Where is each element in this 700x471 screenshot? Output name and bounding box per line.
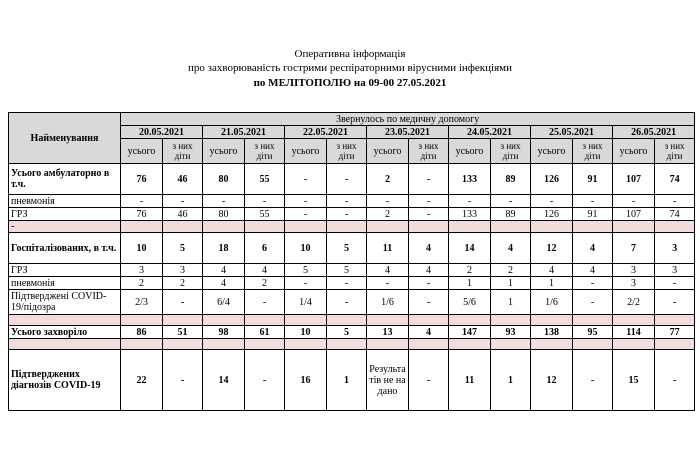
cell-value (285, 221, 327, 233)
cell-value: 2 (491, 264, 531, 277)
subheader-children: з них діти (163, 139, 203, 164)
subheader-total: усього (121, 139, 163, 164)
cell-value: - (409, 208, 449, 221)
cell-value (491, 221, 531, 233)
cell-value: - (163, 290, 203, 315)
cell-value: 6/4 (203, 290, 245, 315)
cell-value: 5/6 (449, 290, 491, 315)
cell-value: - (409, 164, 449, 195)
date-header: 23.05.2021 (367, 126, 449, 139)
cell-value: 4 (409, 326, 449, 339)
cell-value: - (573, 350, 613, 411)
cell-value: - (245, 350, 285, 411)
cell-value: - (327, 195, 367, 208)
cell-value (121, 221, 163, 233)
cell-value: - (491, 195, 531, 208)
cell-value (531, 221, 573, 233)
cell-value (121, 339, 163, 350)
cell-value: 2 (367, 164, 409, 195)
cell-value (203, 315, 245, 326)
cell-value: 10 (285, 326, 327, 339)
cell-value: 7 (613, 233, 655, 264)
cell-value: 77 (655, 326, 695, 339)
cell-value (573, 339, 613, 350)
cell-value: 13 (367, 326, 409, 339)
table-row (9, 350, 695, 411)
cell-value: - (573, 195, 613, 208)
cell-value: 1 (491, 350, 531, 411)
cell-value: 107 (613, 208, 655, 221)
cell-value: 51 (163, 326, 203, 339)
cell-value: 4 (367, 264, 409, 277)
subheader-total: усього (285, 139, 327, 164)
cell-value: 1/4 (285, 290, 327, 315)
cell-value: 80 (203, 164, 245, 195)
cell-value (327, 221, 367, 233)
cell-value: 3 (613, 277, 655, 290)
cell-value: 2 (367, 208, 409, 221)
cell-value: 14 (449, 233, 491, 264)
cell-value: 10 (285, 233, 327, 264)
table-row (9, 208, 695, 221)
row-label (9, 315, 121, 326)
date-header: 25.05.2021 (531, 126, 613, 139)
cell-value: - (449, 195, 491, 208)
cell-value (613, 221, 655, 233)
cell-value: 91 (573, 208, 613, 221)
cell-value: 76 (121, 164, 163, 195)
cell-value: - (327, 277, 367, 290)
cell-value: - (655, 290, 695, 315)
cell-value: 3 (163, 264, 203, 277)
row-label: ГРЗ (9, 208, 121, 221)
row-label: пневмонія (9, 277, 121, 290)
row-label: Усього амбулаторно в т.ч. (9, 164, 121, 195)
cell-value: 4 (573, 233, 613, 264)
cell-value: 10 (121, 233, 163, 264)
cell-value: - (613, 195, 655, 208)
cell-value: 3 (121, 264, 163, 277)
cell-value: 61 (245, 326, 285, 339)
cell-value (409, 221, 449, 233)
cell-value: 16 (285, 350, 327, 411)
cell-value: - (285, 277, 327, 290)
cell-value: 76 (121, 208, 163, 221)
cell-value: 4 (203, 277, 245, 290)
cell-value (491, 339, 531, 350)
group-header: Звернулось по медичну допомогу (121, 113, 695, 126)
cell-value: 5 (327, 264, 367, 277)
cell-value: 3 (655, 233, 695, 264)
cell-value: 18 (203, 233, 245, 264)
cell-value: - (367, 195, 409, 208)
cell-value: 11 (367, 233, 409, 264)
cell-value: - (531, 195, 573, 208)
cell-value: 74 (655, 208, 695, 221)
cell-value: 4 (409, 233, 449, 264)
cell-value: 4 (245, 264, 285, 277)
date-header: 22.05.2021 (285, 126, 367, 139)
cell-value: - (655, 350, 695, 411)
cell-value: 1 (491, 290, 531, 315)
cell-value: 80 (203, 208, 245, 221)
table-row (9, 339, 695, 350)
row-label: Госпіталізованих, в т.ч. (9, 233, 121, 264)
cell-value: 138 (531, 326, 573, 339)
cell-value: 2 (245, 277, 285, 290)
subheader-total: усього (531, 139, 573, 164)
cell-value (655, 221, 695, 233)
cell-value: 133 (449, 208, 491, 221)
subheader-total: усього (449, 139, 491, 164)
cell-value: 107 (613, 164, 655, 195)
cell-value: 12 (531, 350, 573, 411)
cell-value: 1 (531, 277, 573, 290)
cell-value: 2 (163, 277, 203, 290)
cell-value (367, 221, 409, 233)
cell-value: - (121, 195, 163, 208)
cell-value: - (409, 195, 449, 208)
table-row (9, 233, 695, 264)
cell-value (245, 315, 285, 326)
cell-value (245, 339, 285, 350)
cell-value (449, 315, 491, 326)
cell-value: - (367, 277, 409, 290)
cell-value: - (285, 195, 327, 208)
cell-value: 3 (655, 264, 695, 277)
cell-value (409, 315, 449, 326)
cell-value: 12 (531, 233, 573, 264)
morbidity-table (8, 112, 695, 411)
cell-value: - (245, 290, 285, 315)
cell-value: 2 (449, 264, 491, 277)
cell-value: 1 (327, 350, 367, 411)
cell-value: - (285, 164, 327, 195)
table-row (9, 164, 695, 195)
cell-value: 4 (531, 264, 573, 277)
cell-value: 55 (245, 208, 285, 221)
cell-value (285, 339, 327, 350)
cell-value: - (245, 195, 285, 208)
cell-value: - (163, 350, 203, 411)
cell-value (121, 315, 163, 326)
cell-value: 2/2 (613, 290, 655, 315)
cell-value (203, 339, 245, 350)
cell-value: - (409, 350, 449, 411)
cell-value: 46 (163, 164, 203, 195)
cell-value (449, 339, 491, 350)
cell-value (163, 315, 203, 326)
cell-value: 93 (491, 326, 531, 339)
cell-value (573, 315, 613, 326)
cell-value: - (327, 208, 367, 221)
cell-value: 5 (163, 233, 203, 264)
cell-value: 5 (327, 326, 367, 339)
table-row (9, 290, 695, 315)
cell-value (245, 221, 285, 233)
cell-value: 11 (449, 350, 491, 411)
date-header: 21.05.2021 (203, 126, 285, 139)
row-label: Підтверджених діагнозів COVID-19 (9, 350, 121, 411)
cell-value: 5 (285, 264, 327, 277)
cell-value: 4 (203, 264, 245, 277)
row-label: Підтверджені COVID-19/підозра (9, 290, 121, 315)
cell-value (655, 315, 695, 326)
date-header: 26.05.2021 (613, 126, 695, 139)
cell-value (655, 339, 695, 350)
cell-value: - (203, 195, 245, 208)
cell-value: - (409, 277, 449, 290)
cell-value: Результатів не надано (367, 350, 409, 411)
cell-value (613, 315, 655, 326)
row-label (9, 339, 121, 350)
subheader-children: з них діти (491, 139, 531, 164)
cell-value: 2 (121, 277, 163, 290)
cell-value (327, 339, 367, 350)
cell-value: 95 (573, 326, 613, 339)
cell-value: 5 (327, 233, 367, 264)
cell-value: 15 (613, 350, 655, 411)
cell-value: - (327, 290, 367, 315)
cell-value: 133 (449, 164, 491, 195)
subheader-total: усього (367, 139, 409, 164)
table-row (9, 277, 695, 290)
cell-value: - (573, 277, 613, 290)
cell-value: - (409, 290, 449, 315)
date-header: 24.05.2021 (449, 126, 531, 139)
table-row (9, 326, 695, 339)
table-row (9, 195, 695, 208)
cell-value (327, 315, 367, 326)
cell-value: 89 (491, 164, 531, 195)
cell-value (613, 339, 655, 350)
cell-value (367, 315, 409, 326)
cell-value: - (655, 195, 695, 208)
cell-value: 14 (203, 350, 245, 411)
cell-value: 74 (655, 164, 695, 195)
subheader-children: з них діти (327, 139, 367, 164)
cell-value (285, 315, 327, 326)
cell-value: 1/6 (531, 290, 573, 315)
cell-value: 6 (245, 233, 285, 264)
cell-value: 1 (449, 277, 491, 290)
cell-value: 4 (409, 264, 449, 277)
cell-value (409, 339, 449, 350)
cell-value: 3 (613, 264, 655, 277)
cell-value: - (573, 290, 613, 315)
subheader-total: усього (203, 139, 245, 164)
cell-value: 1 (491, 277, 531, 290)
row-label: - (9, 221, 121, 233)
cell-value: 2/3 (121, 290, 163, 315)
cell-value (449, 221, 491, 233)
cell-value: - (163, 195, 203, 208)
row-label: пневмонія (9, 195, 121, 208)
cell-value: 126 (531, 208, 573, 221)
cell-value: 46 (163, 208, 203, 221)
cell-value (163, 221, 203, 233)
subheader-children: з них діти (655, 139, 695, 164)
row-label: ГРЗ (9, 264, 121, 277)
date-header: 20.05.2021 (121, 126, 203, 139)
cell-value: 1/6 (367, 290, 409, 315)
cell-value: - (327, 164, 367, 195)
subheader-children: з них діти (573, 139, 613, 164)
report-subtitle: про захворюваність гострими респіраторними вірусними інфекціями (188, 62, 512, 74)
cell-value: 147 (449, 326, 491, 339)
cell-value: 4 (573, 264, 613, 277)
cell-value: 91 (573, 164, 613, 195)
cell-value: 22 (121, 350, 163, 411)
cell-value: 55 (245, 164, 285, 195)
cell-value (491, 315, 531, 326)
subheader-children: з них діти (409, 139, 449, 164)
report-title: Оперативна інформація (294, 48, 406, 60)
report-location-date: по МЕЛІТОПОЛЮ на 09-00 27.05.2021 (253, 77, 447, 89)
name-column-header: Найменування (9, 113, 121, 164)
cell-value: 98 (203, 326, 245, 339)
cell-value (573, 221, 613, 233)
cell-value (531, 339, 573, 350)
cell-value: 86 (121, 326, 163, 339)
table-row (9, 264, 695, 277)
cell-value: 114 (613, 326, 655, 339)
subheader-children: з них діти (245, 139, 285, 164)
subheader-total: усього (613, 139, 655, 164)
row-label: Усього захворіло (9, 326, 121, 339)
table-row (9, 221, 695, 233)
cell-value: 89 (491, 208, 531, 221)
cell-value (203, 221, 245, 233)
table-row (9, 315, 695, 326)
cell-value: 126 (531, 164, 573, 195)
cell-value: - (285, 208, 327, 221)
cell-value (531, 315, 573, 326)
cell-value: 4 (491, 233, 531, 264)
cell-value (163, 339, 203, 350)
cell-value: - (655, 277, 695, 290)
cell-value (367, 339, 409, 350)
